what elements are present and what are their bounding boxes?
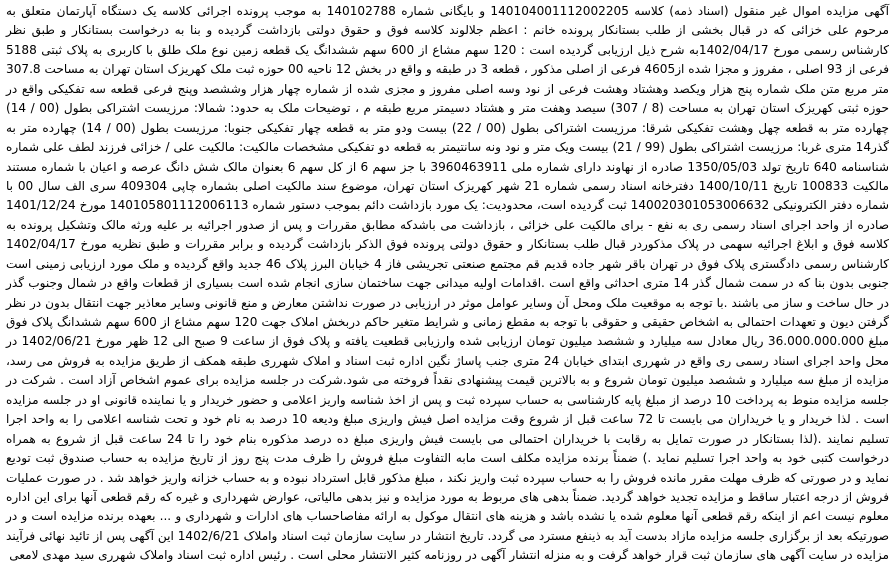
auction-notice-text: آگهی مزایده اموال غیر منقول (اسناد ذمه) کلاسه 140104001112002205 و بایگانی شماره 140102788 به موجب پرونده اجرائی کلاسه یک دستگاه آپارتمان متعلق به مرحوم علی خزائی که در قبال بخشی از طلب بستانکار پرونده خانم : اعظم جلالوند کلاسه فوق و حقوق دولتی بازداشت گردیده و بنا به درخواست بستانکار و طبق نظر کارشناس رسمی مورخ 1402/04/17به شرح ذیل ارزیابی گردیده است : 120 سهم مشاع از 600 سهم ششدانگ یک قطعه زمین نوع ملک طلق با کاربری به پلاک ثبتی 5188 فرعی از 93 اصلی ، مفروز و مجزا شده از4605 فرعی از اصلی مذکور ، قطعه 3 در طبقه و واقع در بخش 12 ناحیه 00 حوزه ثبت ملک کهریزک استان تهران به مساحت 307.8 متر مربع متن ملک شماره پنج هزار ویکصد وهشتاد وهشت فرعی از نود وسه اصلی مفروز و مجزی شده از شماره چهار هزار وششصد وپنج فرعی قطعه سه تفکیکی واقع در حوزه ثبتی کهریزک استان تهران به مساحت (8 / 307) سیصد وهفت متر و هشتاد دسیمتر مربع طبقه م ، توضیحات ملک به حدود: شمالا: مرزیست اشتراکی بطول (00 / 14) چهارده متر به قطعه چهل وهشت تفکیکی شرقا: مرزیست اشتراکی بطول (00 / 22) بیست ودو متر به قطعه چهار تفکیکی جنوبا: مرزیست بطول (00 / 14) چهارده متر به گذر14 متری غربا: مرزیست اشتراکی بطول (99 / 21) بیست ویک متر و نود ونه سانتیمتر به قطعه دو تفکیکی مشخصات مالکیت: مالکیت علی / خزائی فرزند لطف علی شماره شناسنامه 640 تاریخ تولد 1350/05/03 صادره از نهاوند دارای شماره ملی 3960463911 با جز سهم 6 از کل سهم 6 بعنوان مالک شش دانگ عرصه و اعیان با شماره مستند مالکیت 100833 تاریخ 1400/10/11 دفترخانه اسناد رسمی شماره 21 شهر کهریزک استان تهران، موضوع سند مالکیت اصلی بشماره چاپی 409304 سری الف سال 00 با شماره دفتر الکترونیکی 140020301053006632 ثبت گردیده است، محدودیت: یک مورد بازداشت دائم بموجب دستور شماره 140105801112006113 مورخ 1401/12/24 صادره از واحد اجرای اسناد رسمی ری به نفع - برای مالکیت علی خزائی ، بازداشت می باشدکه مطابق مقررات و پس از صدور اجرائیه بر علیه ورثه مالک وتشکیل پرونده به کلاسه فوق و ابلاغ اجرائیه سهمی در پلاک مذکوردر قبال طلب بستانکار و حقوق دولتی پرونده فوق الذکر بازداشت گردیده و برابر مقررات و طبق نظریه مورخ 1402/04/17 کارشناس رسمی دادگستری پلاک فوق در تهران باقر شهر جاده قدیم قم مجتمع صنعتی تجریشی فاز 4 خیابان البرز پلاک 46 جدید واقع گردیده و ملک مورد ارزیابی زمینی است جنوبی بدون بنا که در سمت شمال گذر 14 متری احداثی واقع است .اقدامات اولیه میدانی جهت ساختمان سازی انجام شده است بسیاری از قطعات واقع در شمال وجنوب گذر در حال ساخت و ساز می باشند .با توجه به موقعیت ملک ومحل آن وسایر عوامل موثر در ارزیابی در صورت نداشتن معارض و منع قانونی وسایر معاذیر جهت انتقال بدون در نظر گرفتن دیون و تعهدات احتمالی به اشخاص حقیقی و حقوقی با توجه به مقطع زمانی و شرایط متغیر حاکم دربخش املاک جهت 120 سهم مشاع از 600 سهم ششدانگ پلاک فوق مبلغ 36.000.000.000 ریال معادل سه میلیارد و ششصد میلیون تومان ارزیابی شده وارزیابی قطعیت یافته و پلاک فوق از ساعت 9 صبح الی 12 ظهر مورخ 1402/06/21 در محل واحد اجرای اسناد رسمی ری واقع در شهرری ابتدای خیابان 24 متری جنب پاساژ نگین اداره ثبت اسناد و املاک شهرری طبقه همکف از طریق مزایده به فروش می رسد، مزایده از مبلغ سه میلیارد و ششصد میلیون تومان شروع و به بالاترین قیمت پیشنهادی نقداً فروخته می شود.شرکت در جلسه مزایده برای عموم اشخاص آزاد است . شرکت در جلسه مزایده منوط به پرداخت 10 درصد از مبلغ پایه کارشناسی به حساب سپرده ثبت و پس از اخذ شناسه واریز اعلامی و حضور خریدار و یا نماینده قانونی او در جلسه مزایده است . لذا خریدار و یا خریداران می بایست تا 72 ساعت قبل از شروع وقت مزایده اصل فیش واریزی مبلغ ودیعه 10 درصد به نام خود و تحت شناسه اعلامی را به واحد اجرا تسلیم نمایند .(لذا بستانکار در صورت تمایل به رقابت با خریداران احتمالی می بایست فیش واریزی مبلغ ده درصد مذکوره بنام خود را تا 24 ساعت قبل از شروع به همراه درخواست کتبی خود به واحد اجرا تسلیم نماید .) ضمناً برنده مزایده مکلف است مابه التفاوت مبلغ فروش را ظرف مدت پنج روز از تاریخ مزایده به حساب صندوق ثبت تودیع نماید و در صورتی که ظرف مهلت مقرر مانده فروش را به حساب سپرده ثبت واریز نکند ، مبلغ مذکور قابل استرداد نبوده و به حساب خزانه واریز خواهد شد . در صورت عملیات فروش از درجه اعتبار ساقط و مزایده تجدید خواهد گردید. ضمناً بدهی های مربوط به مورد مزایده و نیز بدهی مالیاتی، عوارض شهرداری و غیره که رقم قطعی آنها برای این اداره معلوم نیست اعم از اینکه رقم قطعی آنها معلوم شده یا نشده باشد و هزینه های انتقال موکول به ارائه مفاصاحساب های ادارات و شهرداری و ... بعهده برنده مزایده است و در صورتیکه بعد از برگزاری جلسه مزایده مازاد بدست آید به ذینفع مسترد می گردد. تاریخ انتشار در سایت سازمان ثبت اسناد واملاک 1402/6/21 این آگهی پس از تائید نهائی فرآیند مزایده در سایت آگهی های سازمان ثبت قرار خواهد گرفت و به منزله انتشار آگهی در روزنامه کثیر الانتشار محلی است . رئیس اداره ثبت اسناد واملاک شهرری سید مهدی لامعی xyxy=(6,4,890,563)
